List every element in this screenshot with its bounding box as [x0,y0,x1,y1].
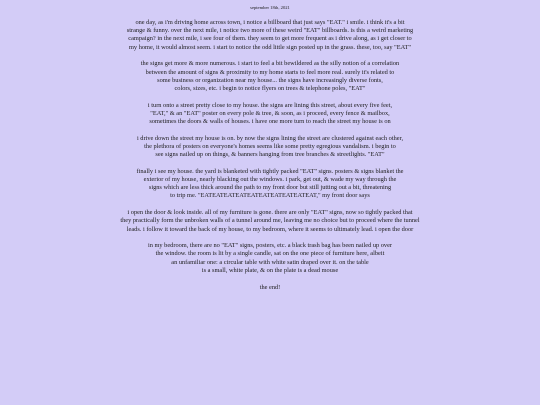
text-line: to trip me. "EATEATEATEATEATEATEATEATEATEAT," my front door says [170,192,370,200]
text-line: an unfamiliar one: a circular table with white satin draped over it. on the table [171,258,369,266]
story-ending [70,284,470,292]
text-line: the window. the room is lit by a single candle, sat on the one piece of furniture here, albeit [155,250,385,258]
text-line: one day, as i'm driving home across town, i notice a billboard that just says "EAT." i smile. i think it's a bit [135,19,405,26]
post-date: september 18th, 2021 [250,5,290,10]
story-paragraph-6 [70,209,470,234]
text-line: is a small, white plate, & on the plate is a dead mouse [201,266,339,274]
text-line: leads. i follow it toward the back of my house, to my bedroom, where it seems to ultimately lead. i open the door [126,225,414,233]
text-line: i turn onto a street pretty close to my house. the signs are lining this street, about every five feet, [147,101,393,109]
text-line: my home, it would almost seem. i start to notice the odd little sign posted up in the grass. these, too, say "EAT" [129,43,411,51]
story-paragraph-3 [70,102,470,127]
text-line: the plethora of posters on everyone's homes seems like some pretty egregious vandalism. i begin to [144,142,396,150]
story-paragraph-7 [70,242,470,275]
text-line: see signs nailed up on things, & banners hanging from tree branches & streetlights. "EAT" [155,151,385,159]
text-line: between the amount of signs & proximity to my home starts to feel more real. surely it's related to [145,68,395,76]
text-line: finally i see my house. the yard is blanketed with tightly packed "EAT" signs. posters & signs blanket the [136,167,404,175]
text-line: signs which are less thick around the path to my front door but still jutting out a bit, threatening [148,184,392,192]
story-body [70,19,470,292]
text-line: exterior of my house, nearly blacking out the windows. i park, get out, & wade my way through the [143,176,397,184]
text-line: "EAT," & an "EAT" poster on every pole & tree, & soon, as i proceed, every fence & mailbox, [150,109,390,117]
story-paragraph-4 [70,135,470,160]
text-line: they practically form the unbroken walls of a tunnel around me, leaving me no choice but to proceed where the tunnel [120,217,420,225]
text-line: sometimes the doors & walls of houses. i have one more turn to reach the street my house is on [149,118,391,126]
text-line: the end! [259,283,281,291]
text-line: in my bedroom, there are no "EAT" signs, posters, etc. a black trash bag has been nailed up over [147,242,393,250]
text-line: campaign? in the next mile, i see four of them. they seem to get more frequent as i drive along, as i get closer to [128,35,412,43]
text-line: the signs get more & more numerous. i start to feel a bit bewildered as the silly notion of a correlation [140,60,400,68]
text-line: i drive down the street my house is on. by now the signs lining the street are clustered against each other, [136,134,404,142]
text-line: strange & funny. over the next mile, i notice two more of these weird "EAT" billboards. is this a weird marketing [126,27,414,35]
story-paragraph-1 [70,19,470,52]
story-paragraph-2 [70,60,470,93]
text-line: some business or organization near my house... the signs have increasingly diverse fonts, [157,76,383,84]
text-line: i open the door & look inside. all of my furniture is gone. there are only "EAT" signs, now so tightly packed that [127,209,413,217]
story-paragraph-5 [70,168,470,201]
text-line: colors, sizes, etc. i begin to notice flyers on trees & telephone poles, "EAT" [174,84,366,92]
